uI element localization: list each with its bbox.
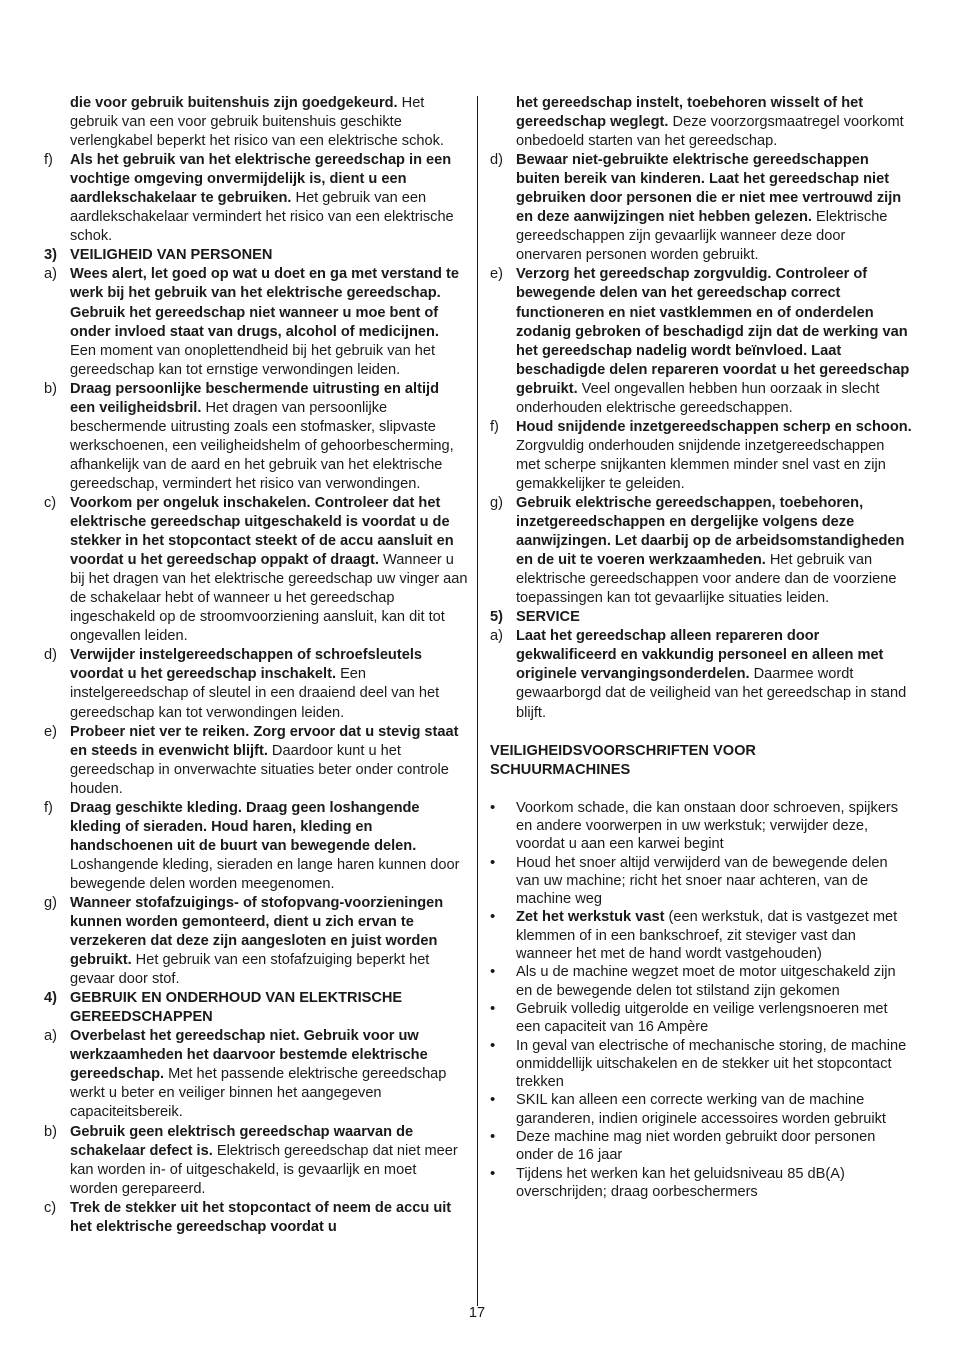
item-label: f): [44, 799, 53, 816]
item-label: [44, 94, 70, 151]
item-bold: Draag persoonlijke beschermende uitrusting en altijd een veiligheidsbril.: [70, 380, 439, 416]
item-text: Het gebruik van een voor gebruik buitenshuis geschikte verlengkabel beperkt het risico van een elektrische schok.: [70, 95, 444, 150]
item-label: c): [44, 494, 57, 511]
list-item: [490, 265, 912, 417]
item-bold: Trek de stekker uit het stopcontact of neem de accu uit het elektrische gereedschap voordat u: [70, 1199, 452, 1235]
bullet-text: In geval van electrische of mechanische storing, de machine onmiddellijk uitschakelen en de stekker uit het stopcontact trekken: [516, 1037, 907, 1091]
list-item: [490, 94, 912, 151]
bullet-text: (een werkstuk, dat is vastgezet met klemmen of in een bankschroef, zit steviger vast dan wanneer het met de hand wordt vastgehouden): [516, 909, 898, 963]
list-item: [44, 265, 468, 379]
item-bold: Als het gebruik van het elektrische gereedschap in een vochtige omgeving onvermijdelijk is, dient u een aardlekschakelaar te gebruiken.: [70, 152, 452, 207]
section-title: VEILIGHEIDSVOORSCHRIFTEN VOOR SCHUURMACHINES: [490, 742, 756, 778]
item-text: Daardoor kunt u het gereedschap in onverwachte situaties beter onder controle houden.: [70, 742, 449, 797]
item-label: a): [44, 266, 57, 283]
bullet-icon: •: [490, 1036, 496, 1054]
list-item: [44, 894, 468, 989]
bullet-text: Als u de machine wegzet moet de motor uitgeschakeld zijn en de bewegende delen tot stilstand zijn gekomen: [516, 964, 896, 999]
item-text: Een instelgereedschap of sleutel in een draaiend deel van het gereedschap kan tot verwondingen leiden.: [70, 666, 440, 721]
item-text: Met het passende elektrische gereedschap werkt u beter en veiliger binnen het aangegeven capaciteitsbereik.: [70, 1066, 447, 1121]
item-label: 3): [44, 247, 57, 264]
list-item: [44, 1123, 468, 1199]
item-label: d): [44, 647, 57, 664]
item-text: Daarmee wordt gewaarborgd dat de veiligheid van het gereedschap in stand blijft.: [516, 666, 907, 721]
bullet-bold: Zet het werkstuk vast: [516, 909, 665, 926]
bullet-item: [490, 1165, 912, 1202]
bullet-icon: •: [490, 1127, 496, 1145]
item-text: Veel ongevallen hebben hun oorzaak in slecht onderhouden elektrische gereedschappen.: [516, 380, 880, 416]
item-label: e): [490, 266, 503, 283]
item-text: Wanneer u bij het dragen van het elektrische gereedschap uw vinger aan de schakelaar hebt of wanneer u het gereedschap ingeschakeld op de stroomvoorziening aansluit, kan dit tot ongevallen leiden.: [70, 552, 468, 645]
bullet-item: [490, 799, 912, 854]
item-bold: VEILIGHEID VAN PERSONEN: [70, 247, 273, 264]
list-item: [44, 151, 468, 246]
item-label: g): [490, 494, 503, 511]
item-label: e): [44, 723, 57, 740]
list-item: [490, 627, 912, 722]
item-bold: Probeer niet ver te reiken. Zorg ervoor dat u stevig staat en steeds in evenwicht blijft.: [70, 723, 459, 759]
item-label: g): [44, 894, 57, 911]
item-label: f): [490, 418, 499, 435]
item-bold: Houd snijdende inzetgereedschappen scherp en schoon.: [516, 418, 912, 435]
bullet-icon: •: [490, 853, 496, 871]
item-bold: Verwijder instelgereedschappen of schroefsleutels voordat u het gereedschap inschakelt.: [70, 647, 422, 683]
item-text: Het dragen van persoonlijke beschermende uitrusting zoals een stofmasker, slipvaste werkschoenen, een veiligheidshelm of gehoorbescherming, afhankelijk van de aard en het gebruik van het elektrische gereedschap, vermindert het risico van verwondingen.: [70, 399, 454, 492]
bullet-item: [490, 908, 912, 963]
bullet-icon: •: [490, 908, 496, 926]
bullet-item: [490, 1037, 912, 1092]
bullet-item: [490, 1128, 912, 1165]
list-item: [490, 418, 912, 494]
bullet-text: Voorkom schade, die kan onstaan door schroeven, spijkers en andere voorwerpen in uw werkstuk; verwijder deze, voordat u aan een karwei begint: [516, 799, 899, 853]
item-label: d): [490, 152, 503, 169]
item-label: a): [44, 1028, 57, 1045]
item-bold: het gereedschap instelt, toebehoren wisselt of het gereedschap weglegt.: [516, 95, 864, 131]
item-bold: Voorkom per ongeluk inschakelen. Controleer dat het elektrische gereedschap uitgeschakeld is voordat u de stekker in het stopcontact steekt of de accu aansluit en voordat u het gereedschap oppakt of draagt.: [70, 494, 454, 569]
list-item: [44, 1027, 468, 1122]
section-heading: [44, 246, 468, 265]
list-item: [490, 151, 912, 265]
item-label: a): [490, 628, 503, 645]
bullet-item: [490, 963, 912, 1000]
item-bold: Wees alert, let goed op wat u doet en ga met verstand te werk bij het gebruik van het elektrische gereedschap. Gebruik het gereedschap niet wanneer u moe bent of onder invloed staat van drugs, alcohol of medicijnen.: [70, 266, 459, 340]
bullet-icon: •: [490, 963, 496, 981]
section-heading: [44, 989, 468, 1027]
item-text: Het gebruik van een aardlekschakelaar vermindert het risico van een elektrische schok.: [70, 190, 454, 245]
item-text: Het gebruik van elektrische gereedschappen voor andere dan de voorziene toepassingen kan tot gevaarlijke situaties leiden.: [516, 552, 897, 607]
item-label: [490, 94, 516, 151]
item-text: Elektrische gereedschappen zijn gevaarlijk wanneer deze door onervaren personen worden gebruikt.: [516, 209, 888, 264]
right-column: [490, 94, 912, 1201]
list-item: [44, 94, 468, 151]
bullet-text: Deze machine mag niet worden gebruikt door personen onder de 16 jaar: [516, 1128, 876, 1164]
list-item: [44, 1199, 468, 1237]
bullet-item: [490, 1091, 912, 1128]
bullet-text: Gebruik volledig uitgerolde en veilige verlengsnoeren met een capaciteit van 16 Ampère: [516, 1000, 888, 1036]
page-number: 17: [468, 1305, 486, 1321]
item-bold: Verzorg het gereedschap zorgvuldig. Controleer of bewegende delen van het gereedschap correct functioneren en niet vastklemmen en of onderdelen zodanig gebroken of beschadigd zijn dat de werking van het gereedschap nadelig wordt beïnvloed. Laat beschadigde delen repareren voordat u het gereedschap gebruikt.: [516, 266, 910, 397]
item-label: b): [44, 380, 57, 397]
bullet-text: Houd het snoer altijd verwijderd van de bewegende delen van uw machine; richt het snoer naar achteren, van de machine weg: [516, 854, 888, 908]
item-text: Het gebruik van een stofafzuiging beperkt het gevaar door stof.: [70, 952, 430, 988]
list-item: [490, 494, 912, 608]
list-item: [44, 494, 468, 646]
item-text: Deze voorzorgsmaatregel voorkomt onbedoeld starten van het gereedschap.: [516, 114, 904, 150]
item-text: Een moment van onoplettendheid bij het gebruik van het gereedschap kan tot ernstige verwondingen leiden.: [70, 342, 436, 378]
bullet-icon: •: [490, 1164, 496, 1182]
item-bold: die voor gebruik buitenshuis zijn goedgekeurd.: [70, 95, 398, 111]
item-bold: Draag geschikte kleding. Draag geen loshangende kleding of sieraden. Houd haren, kleding en handschoenen uit de buurt van bewegende delen.: [70, 799, 420, 854]
bullet-icon: •: [490, 1091, 496, 1109]
bullet-icon: •: [490, 999, 496, 1017]
item-text: Zorgvuldig onderhouden snijdende inzetgereedschappen met scherpe snijkanten klemmen minder snel vast en zijn gemakkelijker te geleiden.: [516, 437, 886, 492]
item-label: 5): [490, 609, 503, 626]
column-divider: [477, 96, 478, 1306]
item-text: Loshangende kleding, sieraden en lange haren kunnen door bewegende delen worden meegenomen.: [70, 856, 460, 892]
item-bold: Gebruik geen elektrisch gereedschap waarvan de schakelaar defect is.: [70, 1123, 414, 1159]
item-label: b): [44, 1123, 57, 1140]
item-bold: Bewaar niet-gebruikte elektrische gereedschappen buiten bereik van kinderen. Laat het gereedschap niet gebruiken door personen die er niet mee vertrouwd zijn en deze aanwijzingen niet hebben gelezen.: [516, 152, 902, 226]
list-item: [44, 380, 468, 494]
left-column: [44, 94, 468, 1237]
bullet-item: [490, 854, 912, 909]
item-label: f): [44, 152, 53, 169]
item-bold: Laat het gereedschap alleen repareren door gekwalificeerd en vakkundig personeel en alleen met originele vervangingsonderdelen.: [516, 628, 884, 683]
bullet-item: [490, 1000, 912, 1037]
item-bold: Overbelast het gereedschap niet. Gebruik voor uw werkzaamheden het daarvoor bestemde elektrische gereedschap.: [70, 1028, 428, 1083]
item-bold: GEBRUIK EN ONDERHOUD VAN ELEKTRISCHE GEREEDSCHAPPEN: [70, 990, 403, 1026]
list-item: [44, 799, 468, 894]
item-label: c): [44, 1199, 57, 1216]
item-bold: Wanneer stofafzuigings- of stofopvang-voorzieningen kunnen worden gemonteerd, dient u zich ervan te verzekeren dat deze zijn aangesloten en juist worden gebruikt.: [70, 894, 444, 969]
bullet-icon: •: [490, 798, 496, 816]
bullet-text: Tijdens het werken kan het geluidsniveau 85 dB(A) overschrijden; draag oorbeschermers: [516, 1165, 845, 1200]
list-item: [44, 723, 468, 799]
item-text: Elektrisch gereedschap dat niet meer kan worden in- of uitgeschakeld, is gevaarlijk en moet worden gerepareerd.: [70, 1142, 458, 1197]
item-label: 4): [44, 990, 57, 1007]
item-bold: SERVICE: [516, 609, 580, 626]
bullet-text: SKIL kan alleen een correcte werking van de machine garanderen, indien originele accessoires worden gebruikt: [516, 1092, 886, 1127]
list-item: [44, 646, 468, 722]
item-bold: Gebruik elektrische gereedschappen, toebehoren, inzetgereedschappen en dergelijke volgens deze aanwijzingen. Let daarbij op de arbeidsomstandigheden en de uit te voeren werkzaamheden.: [516, 494, 905, 569]
section-heading: [490, 608, 912, 627]
